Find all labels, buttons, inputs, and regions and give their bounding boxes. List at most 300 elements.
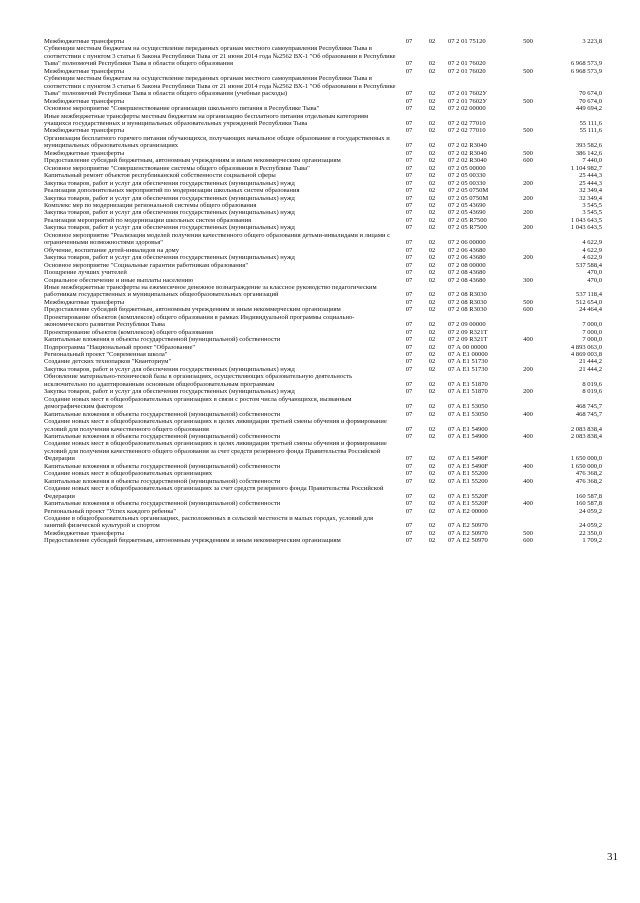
- row-subsection: 02: [428, 224, 436, 232]
- row-amount: 386 142,6: [575, 149, 602, 157]
- row-subsection: 02: [428, 343, 436, 351]
- row-subsection: 02: [428, 507, 436, 515]
- row-amount: 3 545,5: [582, 201, 602, 209]
- row-name: Подпрограмма "Национальный проект "Образование": [44, 343, 196, 351]
- row-target-code: 07 А Е1 51870: [448, 388, 488, 396]
- row-subsection: 02: [428, 455, 436, 463]
- row-name: Закупка товаров, работ и услуг для обеспечения государственных (муниципальных) нужд: [44, 365, 295, 373]
- row-amount: 32 349,4: [579, 194, 602, 202]
- row-expense-type: 500: [523, 298, 533, 306]
- row-name: Проектирование объектов (комплексов) общего образования: [44, 328, 213, 336]
- row-amount: 4 893 063,0: [570, 343, 602, 351]
- row-expense-type: 200: [523, 388, 533, 396]
- row-expense-type: 200: [523, 254, 533, 262]
- row-subsection: 02: [428, 351, 436, 359]
- row-subsection: 02: [428, 38, 436, 45]
- row-amount: 537 118,4: [576, 291, 602, 299]
- row-target-code: 07 2 01 7602У: [448, 97, 488, 105]
- row-section: 07: [405, 97, 413, 105]
- row-target-code: 07 2 08 R3030: [448, 306, 487, 314]
- row-target-code: 07 А Е1 5490F: [448, 462, 489, 470]
- row-section: 07: [405, 462, 413, 470]
- table-row: [44, 45, 604, 67]
- row-subsection: 02: [428, 142, 436, 150]
- row-amount: 1 650 000,0: [570, 462, 602, 470]
- row-expense-type: 500: [523, 67, 533, 75]
- row-target-code: 07 А Е1 5520F: [448, 500, 489, 508]
- row-name: Закупка товаров, работ и услуг для обеспечения государственных (муниципальных) нужд: [44, 388, 295, 396]
- row-target-code: 07 2 09 R321Т: [448, 336, 488, 344]
- table-row: [44, 127, 604, 134]
- table-row: [44, 314, 604, 329]
- row-section: 07: [405, 209, 413, 217]
- row-expense-type: 500: [523, 149, 533, 157]
- row-amount: 55 111,6: [579, 127, 602, 135]
- row-section: 07: [405, 500, 413, 508]
- row-name: Проектирование объектов (комплексов) общего образования в рамках Индивидуальной программы социально-экономического развития Республики Тыва: [44, 313, 355, 329]
- row-target-code: 07 2 09 00000: [448, 321, 486, 329]
- row-section: 07: [405, 149, 413, 157]
- row-section: 07: [405, 433, 413, 441]
- row-amount: 70 674,0: [579, 97, 602, 105]
- table-row: [44, 113, 604, 128]
- row-section: 07: [405, 194, 413, 202]
- row-amount: 6 968 573,9: [570, 60, 602, 68]
- row-subsection: 02: [428, 119, 436, 127]
- row-expense-type: [512, 470, 544, 477]
- row-section: 07: [405, 216, 413, 224]
- row-subsection: 02: [428, 380, 436, 388]
- row-target-code: 07 А Е1 55200: [448, 477, 488, 485]
- row-name: Создание новых мест в общеобразовательных организациях в целях ликвидации третьей смены обучения и формирование условий для получения качественного общего образования за счет средств резервного фонда Правительства Российской Федерации: [44, 440, 387, 463]
- table-row: [44, 224, 604, 231]
- row-section: 07: [405, 254, 413, 262]
- row-subsection: 02: [428, 105, 436, 113]
- row-subsection: 02: [428, 306, 436, 314]
- row-subsection: 02: [428, 60, 436, 68]
- row-name: Основное мероприятие "Совершенствование организации школьного питания в Республике Тыва": [44, 105, 320, 113]
- row-amount: 2 083 838,4: [570, 425, 602, 433]
- row-subsection: 02: [428, 239, 436, 247]
- row-name: Капитальные вложения в объекты государственной (муниципальной) собственности: [44, 336, 281, 344]
- row-section: 07: [405, 492, 413, 500]
- row-amount: 470,0: [587, 276, 602, 284]
- row-target-code: 07 А Е1 53050: [448, 403, 488, 411]
- table-row: [44, 306, 604, 313]
- row-name: Капитальные вложения в объекты государственной (муниципальной) собственности: [44, 500, 281, 508]
- table-row: [44, 388, 604, 395]
- page-number: 31: [607, 851, 618, 863]
- row-target-code: 07 А Е1 5490F: [448, 455, 489, 463]
- row-name: Капитальные вложения в объекты государственной (муниципальной) собственности: [44, 477, 281, 485]
- row-expense-type: [512, 217, 544, 224]
- row-section: 07: [405, 455, 413, 463]
- row-section: 07: [405, 172, 413, 180]
- row-subsection: 02: [428, 388, 436, 396]
- row-subsection: 02: [428, 291, 436, 299]
- row-amount: 470,0: [587, 269, 602, 277]
- table-row: [44, 284, 604, 299]
- table-row: [44, 180, 604, 187]
- row-section: 07: [405, 388, 413, 396]
- table-row: [44, 433, 604, 440]
- row-amount: 7 000,0: [582, 336, 602, 344]
- row-subsection: 02: [428, 425, 436, 433]
- row-expense-type: [512, 396, 544, 411]
- table-row: [44, 500, 604, 507]
- table-row: [44, 135, 604, 150]
- row-amount: 476 368,2: [575, 470, 602, 478]
- row-expense-type: [512, 269, 544, 276]
- row-expense-type: [512, 508, 544, 515]
- row-expense-type: [512, 202, 544, 209]
- row-target-code: 07 А 00 00000: [448, 343, 488, 351]
- row-name: Закупка товаров, работ и услуг для обеспечения государственных (муниципальных) нужд: [44, 209, 295, 217]
- row-name: Предоставление субсидий бюджетным, автономным учреждениям и иным некоммерческим организациям: [44, 157, 341, 165]
- row-target-code: 07 2 01 76020: [448, 67, 486, 75]
- row-expense-type: 600: [523, 157, 533, 165]
- row-section: 07: [405, 365, 413, 373]
- row-section: 07: [405, 298, 413, 306]
- row-amount: 4 622,9: [582, 246, 602, 254]
- row-section: 07: [405, 529, 413, 537]
- row-target-code: 07 А Е1 54900: [448, 425, 488, 433]
- table-row: [44, 202, 604, 209]
- table-row: [44, 38, 604, 45]
- row-amount: 393 582,6: [575, 142, 602, 150]
- row-expense-type: [512, 262, 544, 269]
- row-subsection: 02: [428, 365, 436, 373]
- table-row: [44, 68, 604, 75]
- row-target-code: 07 2 05 43690: [448, 201, 486, 209]
- row-section: 07: [405, 522, 413, 530]
- table-row: [44, 299, 604, 306]
- row-target-code: 07 А Е2 00000: [448, 507, 488, 515]
- row-expense-type: 600: [523, 537, 533, 545]
- row-section: 07: [405, 90, 413, 98]
- row-subsection: 02: [428, 201, 436, 209]
- row-name: Основное мероприятие "Социальные гарантии работникам образования": [44, 261, 248, 269]
- row-section: 07: [405, 67, 413, 75]
- row-expense-type: 200: [523, 209, 533, 217]
- row-name: Обновление материально-технической базы в организациях, осуществляющих образовательную деятельность исключительно по адаптированным основным общеобразовательным программам: [44, 373, 353, 388]
- row-name: Межбюджетные трансферты: [44, 127, 125, 135]
- table-row: [44, 440, 604, 462]
- row-section: 07: [405, 127, 413, 135]
- row-section: 07: [405, 380, 413, 388]
- row-expense-type: 400: [523, 410, 533, 418]
- table-row: [44, 358, 604, 365]
- row-name: Социальное обеспечение и иные выплаты населению: [44, 276, 194, 284]
- row-expense-type: [512, 247, 544, 254]
- row-subsection: 02: [428, 492, 436, 500]
- row-subsection: 02: [428, 269, 436, 277]
- row-amount: 1 709,2: [582, 537, 602, 545]
- row-target-code: 07 2 02 R3040: [448, 142, 487, 150]
- table-row: [44, 195, 604, 202]
- row-target-code: 07 2 05 0750М: [448, 187, 489, 195]
- row-target-code: 07 2 01 75120: [448, 38, 486, 45]
- table-row: [44, 537, 604, 544]
- row-expense-type: [512, 113, 544, 128]
- row-subsection: 02: [428, 403, 436, 411]
- row-target-code: 07 2 08 00000: [448, 261, 486, 269]
- row-target-code: 07 А Е1 51870: [448, 380, 488, 388]
- row-expense-type: 400: [523, 433, 533, 441]
- row-section: 07: [405, 410, 413, 418]
- row-subsection: 02: [428, 298, 436, 306]
- row-subsection: 02: [428, 187, 436, 195]
- table-row: [44, 366, 604, 373]
- table-row: [44, 217, 604, 224]
- row-target-code: 07 2 01 76020: [448, 60, 486, 68]
- row-subsection: 02: [428, 433, 436, 441]
- row-section: 07: [405, 246, 413, 254]
- row-amount: 24 464,4: [579, 306, 602, 314]
- row-target-code: 07 2 02 R3040: [448, 149, 487, 157]
- row-name: Межбюджетные трансферты: [44, 67, 125, 75]
- table-row: [44, 508, 604, 515]
- row-amount: 1 043 643,5: [570, 216, 602, 224]
- row-name: Иные межбюджетные трансферты на ежемесячное денежное вознаграждение за классное руководство педагогическим работникам государственных и муниципальных общеобразовательных организаций: [44, 283, 377, 299]
- row-amount: 8 019,6: [582, 388, 602, 396]
- row-expense-type: [512, 165, 544, 172]
- row-section: 07: [405, 157, 413, 165]
- row-expense-type: [512, 105, 544, 112]
- row-expense-type: [512, 232, 544, 247]
- table-row: [44, 232, 604, 247]
- row-expense-type: [512, 172, 544, 179]
- row-amount: 24 059,2: [579, 522, 602, 530]
- row-subsection: 02: [428, 522, 436, 530]
- row-section: 07: [405, 328, 413, 336]
- row-target-code: 07 2 02 77010: [448, 119, 486, 127]
- row-subsection: 02: [428, 462, 436, 470]
- row-name: Обучение, воспитание детей-инвалидов на дому: [44, 246, 179, 254]
- row-subsection: 02: [428, 67, 436, 75]
- row-subsection: 02: [428, 216, 436, 224]
- row-section: 07: [405, 276, 413, 284]
- table-row: [44, 277, 604, 284]
- row-amount: 3 545,5: [582, 209, 602, 217]
- row-subsection: 02: [428, 358, 436, 366]
- row-subsection: 02: [428, 261, 436, 269]
- row-expense-type: [512, 45, 544, 67]
- row-target-code: 07 2 06 43680: [448, 246, 486, 254]
- row-amount: 2 083 838,4: [570, 433, 602, 441]
- row-amount: 1 104 982,7: [570, 164, 602, 172]
- row-subsection: 02: [428, 127, 436, 135]
- table-row: [44, 105, 604, 112]
- row-target-code: 07 2 02 R3040: [448, 157, 487, 165]
- row-name: Капитальные вложения в объекты государственной (муниципальной) собственности: [44, 462, 281, 470]
- row-expense-type: [512, 135, 544, 150]
- row-name: Региональный проект "Современная школа": [44, 351, 168, 359]
- row-amount: 4 622,9: [582, 254, 602, 262]
- row-subsection: 02: [428, 209, 436, 217]
- row-target-code: 07 А Е2 50970: [448, 522, 488, 530]
- row-amount: 468 745,7: [575, 410, 602, 418]
- row-subsection: 02: [428, 276, 436, 284]
- row-name: Иные межбюджетные трансферты местным бюджетам на организацию бесплатного питания отдельным категориям учащихся государственных и муниципальных образовательных учреждений Республики Тыва: [44, 112, 369, 127]
- row-expense-type: [512, 344, 544, 351]
- row-subsection: 02: [428, 90, 436, 98]
- budget-document-page: [44, 38, 604, 545]
- row-amount: 468 745,7: [575, 403, 602, 411]
- table-row: [44, 269, 604, 276]
- row-expense-type: [512, 329, 544, 336]
- table-row: [44, 209, 604, 216]
- row-target-code: 07 2 05 43690: [448, 209, 486, 217]
- table-row: [44, 530, 604, 537]
- row-name: Реализация мероприятий по модернизации школьных систем образования: [44, 216, 252, 224]
- table-row: [44, 351, 604, 358]
- table-row: [44, 463, 604, 470]
- row-amount: 32 349,4: [579, 187, 602, 195]
- table-row: [44, 157, 604, 164]
- row-expense-type: 600: [523, 306, 533, 314]
- table-row: [44, 418, 604, 433]
- row-name: Создание новых мест в общеобразовательных организациях: [44, 470, 213, 478]
- row-name: Основное мероприятие "Реализация моделей получения качественного общего образования детьми-инвалидами и лицами с ограниченными возможностями здоровья": [44, 231, 391, 247]
- row-target-code: 07 2 05 R7500: [448, 216, 487, 224]
- table-row: [44, 515, 604, 530]
- row-amount: 70 674,0: [579, 90, 602, 98]
- row-name: Комплекс мер по модернизации региональной системы общего образования: [44, 201, 257, 209]
- row-expense-type: [512, 440, 544, 462]
- row-amount: 7 000,0: [582, 321, 602, 329]
- row-name: Закупка товаров, работ и услуг для обеспечения государственных (муниципальных) нужд: [44, 194, 295, 202]
- row-section: 07: [405, 291, 413, 299]
- row-name: Создание детских технопарков "Кванториум": [44, 358, 172, 366]
- row-subsection: 02: [428, 529, 436, 537]
- row-name: Создание в общеобразовательных организациях, расположенных в сельской местности и малых городах, условий для занятий физической культурой и спортом: [44, 515, 374, 530]
- row-target-code: 07 2 09 R321Т: [448, 328, 488, 336]
- row-expense-type: [512, 515, 544, 530]
- row-section: 07: [405, 239, 413, 247]
- row-expense-type: [512, 373, 544, 388]
- row-section: 07: [405, 60, 413, 68]
- row-name: Капитальный ремонт объектов республиканской собственности социальной сферы: [44, 172, 276, 180]
- row-section: 07: [405, 261, 413, 269]
- row-section: 07: [405, 351, 413, 359]
- row-expense-type: [512, 351, 544, 358]
- row-expense-type: 500: [523, 127, 533, 135]
- row-name: Основное мероприятие "Совершенствование системы общего образования в Республике Тыва": [44, 164, 310, 172]
- row-subsection: 02: [428, 254, 436, 262]
- row-subsection: 02: [428, 97, 436, 105]
- row-amount: 25 444,3: [579, 172, 602, 180]
- row-name: Капитальные вложения в объекты государственной (муниципальной) собственности: [44, 433, 281, 441]
- row-amount: 160 587,8: [575, 492, 602, 500]
- row-amount: 55 111,6: [579, 119, 602, 127]
- row-expense-type: 300: [523, 276, 533, 284]
- row-name: Межбюджетные трансферты: [44, 97, 125, 105]
- table-row: [44, 172, 604, 179]
- row-target-code: 07 А Е1 51730: [448, 358, 488, 366]
- row-name: Закупка товаров, работ и услуг для обеспечения государственных (муниципальных) нужд: [44, 179, 295, 187]
- row-section: 07: [405, 470, 413, 478]
- row-expense-type: [512, 314, 544, 329]
- row-target-code: 07 2 08 R3030: [448, 291, 487, 299]
- table-row: [44, 98, 604, 105]
- row-target-code: 07 2 05 00330: [448, 172, 486, 180]
- row-amount: 22 350,0: [579, 529, 602, 537]
- row-name: Закупка товаров, работ и услуг для обеспечения государственных (муниципальных) нужд: [44, 254, 295, 262]
- row-target-code: 07 2 02 77010: [448, 127, 486, 135]
- row-expense-type: 400: [523, 500, 533, 508]
- row-expense-type: 200: [523, 224, 533, 232]
- row-target-code: 07 2 05 R7500: [448, 224, 487, 232]
- table-row: [44, 150, 604, 157]
- row-target-code: 07 А Е2 50970: [448, 537, 488, 545]
- row-expense-type: 200: [523, 194, 533, 202]
- table-row: [44, 75, 604, 97]
- row-section: 07: [405, 38, 413, 45]
- row-amount: 8 019,6: [582, 380, 602, 388]
- row-section: 07: [405, 403, 413, 411]
- row-expense-type: [512, 358, 544, 365]
- row-name: Предоставление субсидий бюджетным, автономным учреждениям и иным некоммерческим организациям: [44, 306, 341, 314]
- row-expense-type: 200: [523, 179, 533, 187]
- row-subsection: 02: [428, 328, 436, 336]
- row-amount: 512 654,0: [575, 298, 602, 306]
- row-target-code: 07 А Е2 50970: [448, 529, 488, 537]
- row-expense-type: [512, 187, 544, 194]
- row-section: 07: [405, 179, 413, 187]
- row-expense-type: [512, 75, 544, 97]
- row-subsection: 02: [428, 500, 436, 508]
- row-name: Создание новых мест в общеобразовательных организациях в целях ликвидации третьей смены обучения и формирование условий для получения качественного общего образования: [44, 418, 387, 433]
- table-row: [44, 470, 604, 477]
- row-section: 07: [405, 105, 413, 113]
- row-section: 07: [405, 343, 413, 351]
- row-subsection: 02: [428, 194, 436, 202]
- row-amount: 6 968 573,9: [570, 67, 602, 75]
- table-row: [44, 373, 604, 388]
- row-section: 07: [405, 164, 413, 172]
- row-subsection: 02: [428, 246, 436, 254]
- row-name: Межбюджетные трансферты: [44, 38, 125, 45]
- row-expense-type: 500: [523, 529, 533, 537]
- row-section: 07: [405, 321, 413, 329]
- row-name: Межбюджетные трансферты: [44, 298, 125, 306]
- row-expense-type: [512, 418, 544, 433]
- row-amount: 4 869 003,8: [570, 351, 602, 359]
- row-expense-type: [512, 284, 544, 299]
- table-row: [44, 329, 604, 336]
- row-target-code: 07 А Е1 55200: [448, 470, 488, 478]
- row-name: Создание новых мест в общеобразовательных организациях за счет средств резервного фонда Правительства Российской Федерации: [44, 485, 384, 500]
- table-row: [44, 485, 604, 500]
- row-amount: 1 650 000,0: [570, 455, 602, 463]
- row-amount: 449 694,2: [575, 105, 602, 113]
- row-section: 07: [405, 269, 413, 277]
- row-name: Субвенции местным бюджетам на осуществление переданных органам местного самоуправления Республики Тыва в соответствии с пунктом 3 статьи 6 Закона Республики Тыва от 21 июня 2014 года №2562 ВХ-1 "Об образовании в Республике Тыва" полномочий Республики Тыва в области общего образования (учебные расходы): [44, 75, 396, 98]
- row-target-code: 07 2 05 0750М: [448, 194, 489, 202]
- row-section: 07: [405, 187, 413, 195]
- table-row: [44, 254, 604, 261]
- row-amount: 7 000,0: [582, 328, 602, 336]
- table-row: [44, 165, 604, 172]
- row-subsection: 02: [428, 172, 436, 180]
- row-target-code: 07 2 02 00000: [448, 105, 486, 113]
- row-target-code: 07 А Е1 54900: [448, 433, 488, 441]
- table-row: [44, 396, 604, 411]
- row-target-code: 07 2 08 43680: [448, 276, 486, 284]
- row-name: Межбюджетные трансферты: [44, 149, 125, 157]
- row-name: Организация бесплатного горячего питания обучающихся, получающих начальное общее образование в государственных и муниципальных образовательных организациях: [44, 134, 390, 150]
